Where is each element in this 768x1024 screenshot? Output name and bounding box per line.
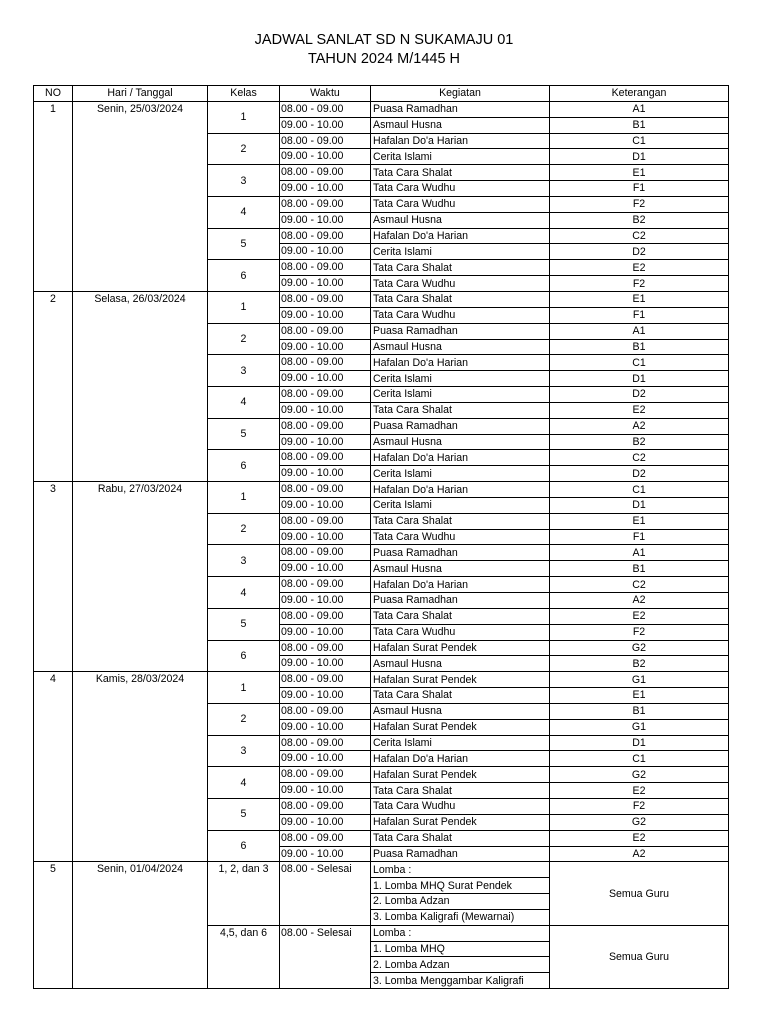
session-activity: Puasa Ramadhan [371,846,550,862]
session-time: 08.00 - 09.00 [280,830,371,846]
session-code: B2 [550,434,729,450]
session-time: 09.00 - 10.00 [280,497,371,513]
session-time: 08.00 - 09.00 [280,260,371,276]
competition-item: 1. Lomba MHQ [371,941,550,957]
session-time: 08.00 - 09.00 [280,355,371,371]
day-number: 5 [34,862,73,989]
session-time: 08.00 - 09.00 [280,387,371,403]
class-number: 6 [208,830,280,862]
day-date: Senin, 25/03/2024 [73,101,208,291]
header-no: NO [34,86,73,102]
session-time: 08.00 - 09.00 [280,640,371,656]
session-code: C2 [550,577,729,593]
session-activity: Hafalan Surat Pendek [371,814,550,830]
session-activity: Hafalan Do'a Harian [371,577,550,593]
document-title: JADWAL SANLAT SD N SUKAMAJU 01 [254,32,514,48]
day-date: Rabu, 27/03/2024 [73,482,208,672]
session-activity: Tata Cara Wudhu [371,196,550,212]
session-activity: Tata Cara Shalat [371,402,550,418]
class-number: 3 [208,355,280,387]
class-number: 3 [208,165,280,197]
session-activity: Cerita Islami [371,466,550,482]
class-number: 5 [208,228,280,260]
session-activity: Tata Cara Wudhu [371,276,550,292]
session-time: 09.00 - 10.00 [280,371,371,387]
session-time: 08.00 - 09.00 [280,323,371,339]
session-activity: Tata Cara Shalat [371,291,550,307]
class-number: 2 [208,133,280,165]
session-time: 08.00 - 09.00 [280,608,371,624]
session-time: 08.00 - 09.00 [280,482,371,498]
class-number: 5 [208,608,280,640]
class-number: 6 [208,450,280,482]
session-activity: Hafalan Do'a Harian [371,482,550,498]
session-code: C1 [550,355,729,371]
table-row [34,482,729,498]
session-activity: Hafalan Surat Pendek [371,767,550,783]
session-activity: Asmaul Husna [371,656,550,672]
class-number: 4 [208,387,280,419]
session-time: 09.00 - 10.00 [280,814,371,830]
session-activity: Puasa Ramadhan [371,593,550,609]
session-activity: Puasa Ramadhan [371,418,550,434]
session-code: E2 [550,402,729,418]
session-code: C2 [550,450,729,466]
session-activity: Tata Cara Shalat [371,830,550,846]
class-number: 3 [208,545,280,577]
header-kelas: Kelas [208,86,280,102]
session-activity: Tata Cara Shalat [371,165,550,181]
day-number: 1 [34,101,73,291]
day-date: Kamis, 28/03/2024 [73,672,208,862]
session-code: F2 [550,276,729,292]
table-row [34,101,729,117]
session-activity: Cerita Islami [371,387,550,403]
session-activity: Hafalan Do'a Harian [371,133,550,149]
day-number: 3 [34,482,73,672]
session-activity: Tata Cara Shalat [371,260,550,276]
session-code: D1 [550,497,729,513]
header-hari-tanggal: Hari / Tanggal [73,86,208,102]
session-time: 08.00 - 09.00 [280,735,371,751]
session-activity: Asmaul Husna [371,117,550,133]
session-activity: Tata Cara Shalat [371,608,550,624]
session-activity: Hafalan Do'a Harian [371,355,550,371]
class-number: 4 [208,767,280,799]
session-activity: Tata Cara Shalat [371,513,550,529]
session-activity: Puasa Ramadhan [371,101,550,117]
session-time: 09.00 - 10.00 [280,434,371,450]
session-time: 09.00 - 10.00 [280,656,371,672]
session-code: E1 [550,291,729,307]
session-activity: Asmaul Husna [371,339,550,355]
session-activity: Cerita Islami [371,497,550,513]
session-code: B1 [550,339,729,355]
session-activity: Tata Cara Shalat [371,688,550,704]
session-activity: Hafalan Do'a Harian [371,228,550,244]
session-activity: Tata Cara Wudhu [371,798,550,814]
table-row [34,291,729,307]
session-time: 09.00 - 10.00 [280,149,371,165]
session-code: A1 [550,545,729,561]
session-time: 08.00 - 09.00 [280,165,371,181]
session-code: D2 [550,244,729,260]
session-activity: Tata Cara Wudhu [371,181,550,197]
session-time: 08.00 - 09.00 [280,196,371,212]
session-code: A2 [550,593,729,609]
session-time: 08.00 - 09.00 [280,545,371,561]
session-code: D2 [550,387,729,403]
session-time: 09.00 - 10.00 [280,624,371,640]
session-activity: Cerita Islami [371,244,550,260]
competition-item: 3. Lomba Kaligrafi (Mewarnai) [371,909,550,925]
session-activity: Cerita Islami [371,149,550,165]
session-time: 08.00 - 09.00 [280,767,371,783]
class-number: 1 [208,291,280,323]
session-code: G1 [550,719,729,735]
competition-time: 08.00 - Selesai [280,862,371,925]
session-time: 09.00 - 10.00 [280,212,371,228]
session-time: 08.00 - 09.00 [280,101,371,117]
header-keterangan: Keterangan [550,86,729,102]
session-time: 09.00 - 10.00 [280,529,371,545]
class-number: 6 [208,640,280,672]
document-subtitle: TAHUN 2024 M/1445 H [307,51,461,67]
competition-item: Lomba : [371,925,550,941]
session-code: E1 [550,165,729,181]
session-code: C1 [550,751,729,767]
session-code: A1 [550,323,729,339]
session-code: F2 [550,196,729,212]
session-time: 08.00 - 09.00 [280,291,371,307]
session-time: 08.00 - 09.00 [280,703,371,719]
session-activity: Asmaul Husna [371,703,550,719]
session-time: 09.00 - 10.00 [280,688,371,704]
session-time: 09.00 - 10.00 [280,276,371,292]
session-activity: Asmaul Husna [371,434,550,450]
session-activity: Asmaul Husna [371,561,550,577]
session-time: 09.00 - 10.00 [280,307,371,323]
session-code: G2 [550,767,729,783]
session-time: 09.00 - 10.00 [280,593,371,609]
class-number: 3 [208,735,280,767]
session-activity: Tata Cara Wudhu [371,624,550,640]
session-activity: Puasa Ramadhan [371,323,550,339]
session-code: E2 [550,783,729,799]
class-number: 6 [208,260,280,292]
session-time: 08.00 - 09.00 [280,513,371,529]
session-time: 09.00 - 10.00 [280,339,371,355]
session-time: 09.00 - 10.00 [280,117,371,133]
class-number: 4 [208,196,280,228]
session-time: 09.00 - 10.00 [280,561,371,577]
session-code: E2 [550,830,729,846]
class-number: 2 [208,703,280,735]
session-code: F2 [550,624,729,640]
session-code: E1 [550,513,729,529]
session-code: D2 [550,466,729,482]
day-date: Senin, 01/04/2024 [73,862,208,989]
class-number: 5 [208,798,280,830]
competition-note: Semua Guru [550,925,729,988]
session-time: 09.00 - 10.00 [280,751,371,767]
session-code: G2 [550,814,729,830]
session-code: F2 [550,798,729,814]
session-time: 08.00 - 09.00 [280,672,371,688]
session-activity: Tata Cara Wudhu [371,529,550,545]
session-code: B1 [550,561,729,577]
class-number: 1 [208,482,280,514]
session-activity: Cerita Islami [371,371,550,387]
competition-classes: 1, 2, dan 3 [208,862,280,925]
session-code: E2 [550,608,729,624]
class-number: 1 [208,672,280,704]
competition-note: Semua Guru [550,862,729,925]
session-activity: Hafalan Do'a Harian [371,450,550,466]
session-code: F1 [550,181,729,197]
session-code: C1 [550,133,729,149]
session-time: 08.00 - 09.00 [280,798,371,814]
session-time: 09.00 - 10.00 [280,244,371,260]
header-kegiatan: Kegiatan [371,86,550,102]
session-code: D1 [550,735,729,751]
session-code: E2 [550,260,729,276]
session-time: 09.00 - 10.00 [280,783,371,799]
session-activity: Tata Cara Shalat [371,783,550,799]
session-code: B1 [550,117,729,133]
session-code: D1 [550,149,729,165]
session-time: 09.00 - 10.00 [280,846,371,862]
session-code: B1 [550,703,729,719]
session-activity: Puasa Ramadhan [371,545,550,561]
session-code: C1 [550,482,729,498]
class-number: 4 [208,577,280,609]
competition-item: 2. Lomba Adzan [371,957,550,973]
session-activity: Tata Cara Wudhu [371,307,550,323]
session-time: 08.00 - 09.00 [280,450,371,466]
class-number: 2 [208,323,280,355]
session-code: A1 [550,101,729,117]
session-activity: Asmaul Husna [371,212,550,228]
session-code: C2 [550,228,729,244]
session-code: B2 [550,212,729,228]
session-time: 08.00 - 09.00 [280,133,371,149]
session-activity: Hafalan Surat Pendek [371,672,550,688]
session-activity: Hafalan Surat Pendek [371,719,550,735]
day-number: 4 [34,672,73,862]
session-code: A2 [550,846,729,862]
session-time: 09.00 - 10.00 [280,719,371,735]
class-number: 5 [208,418,280,450]
session-activity: Hafalan Surat Pendek [371,640,550,656]
session-time: 08.00 - 09.00 [280,418,371,434]
session-time: 08.00 - 09.00 [280,577,371,593]
class-number: 2 [208,513,280,545]
schedule-table [33,85,729,989]
session-code: B2 [550,656,729,672]
session-time: 09.00 - 10.00 [280,402,371,418]
table-row [34,672,729,688]
competition-item: 2. Lomba Adzan [371,894,550,910]
day-number: 2 [34,291,73,481]
session-code: G1 [550,672,729,688]
competition-item: 1. Lomba MHQ Surat Pendek [371,878,550,894]
header-waktu: Waktu [280,86,371,102]
session-activity: Hafalan Do'a Harian [371,751,550,767]
table-row [34,862,729,878]
session-code: F1 [550,307,729,323]
session-code: D1 [550,371,729,387]
header-row [34,86,729,102]
competition-item: Lomba : [371,862,550,878]
session-code: G2 [550,640,729,656]
competition-item: 3. Lomba Menggambar Kaligrafi [371,973,550,989]
session-time: 09.00 - 10.00 [280,466,371,482]
session-activity: Cerita Islami [371,735,550,751]
session-code: F1 [550,529,729,545]
session-time: 08.00 - 09.00 [280,228,371,244]
session-code: A2 [550,418,729,434]
competition-time: 08.00 - Selesai [280,925,371,988]
competition-classes: 4,5, dan 6 [208,925,280,988]
session-code: E1 [550,688,729,704]
class-number: 1 [208,101,280,133]
day-date: Selasa, 26/03/2024 [73,291,208,481]
session-time: 09.00 - 10.00 [280,181,371,197]
